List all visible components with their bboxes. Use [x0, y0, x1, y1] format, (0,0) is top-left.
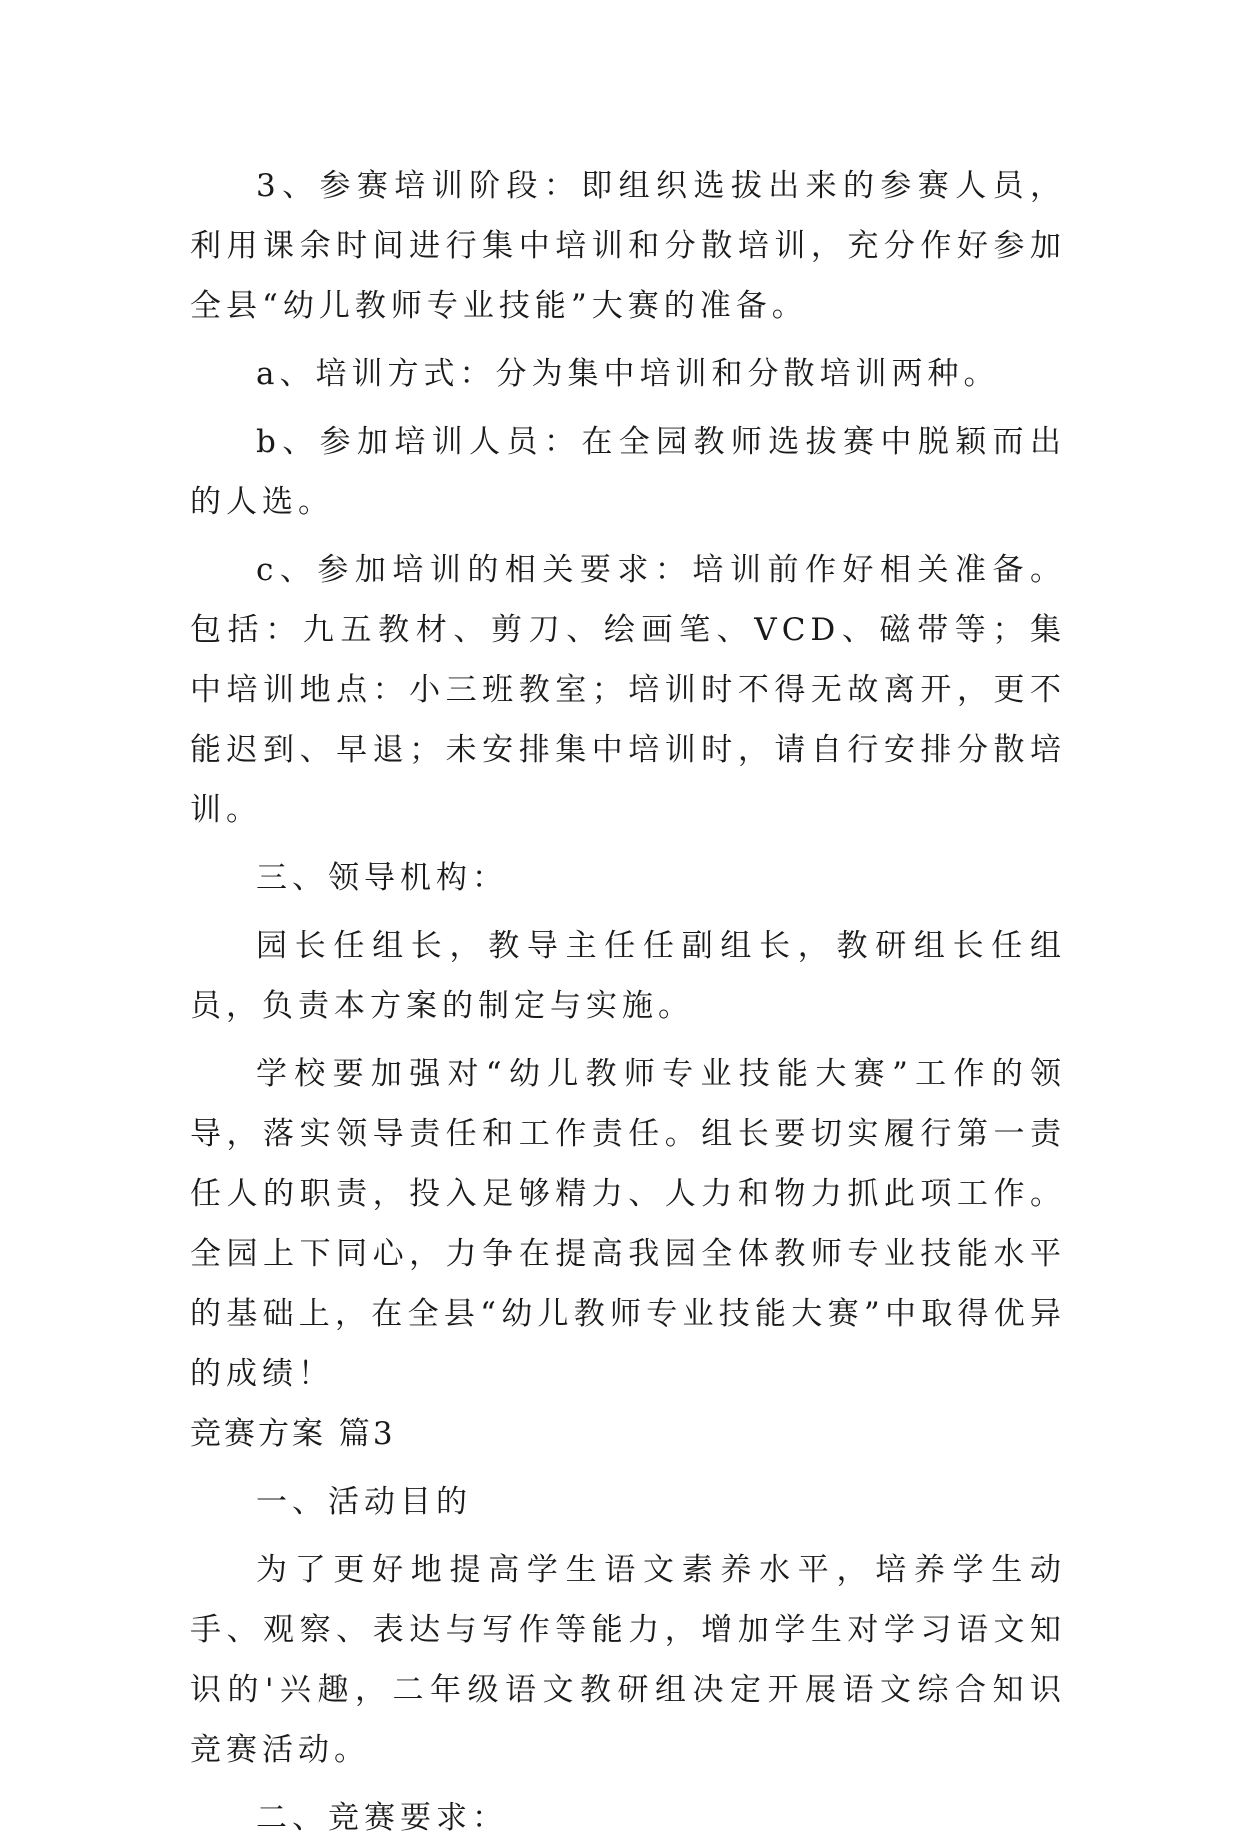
document-body [190, 156, 1066, 1848]
paragraph-train-people: b、参加培训人员：在全园教师选拔赛中脱颖而出的人选。 [190, 424, 1066, 520]
section-title: 竞赛方案 篇3 [190, 1416, 396, 1452]
paragraph-train-requirements: c、参加培训的相关要求：培训前作好相关准备。包括：九五教材、剪刀、绘画笔、VCD、磁带等；集中培训地点：小三班教室；培训时不得无故离开，更不能迟到、早退；未安排集中培训时，请自行安排分散培训。 [190, 552, 1066, 828]
leadership-heading: 三、领导机构： [256, 860, 508, 896]
purpose-heading: 一、活动目的 [256, 1484, 472, 1520]
paragraph-stage3: 3、参赛培训阶段：即组织选拔出来的参赛人员，利用课余时间进行集中培训和分散培训，充分作好参加全县“幼儿教师专业技能”大赛的准备。 [190, 168, 1066, 324]
paragraph-purpose-body: 为了更好地提高学生语文素养水平，培养学生动手、观察、表达与写作等能力，增加学生对学习语文知识的'兴趣，二年级语文教研组决定开展语文综合知识竞赛活动。 [190, 1552, 1066, 1768]
requirements-heading: 二、竞赛要求： [256, 1800, 508, 1836]
paragraph-leadership-duty: 学校要加强对“幼儿教师专业技能大赛”工作的领导，落实领导责任和工作责任。组长要切实履行第一责任人的职责，投入足够精力、人力和物力抓此项工作。全园上下同心，力争在提高我园全体教师专业技能水平的基础上，在全县“幼儿教师专业技能大赛”中取得优异的成绩！ [190, 1056, 1066, 1392]
paragraph-leadership-body: 园长任组长，教导主任任副组长，教研组长任组员，负责本方案的制定与实施。 [190, 928, 1066, 1024]
paragraph-train-mode: a、培训方式：分为集中培训和分散培训两种。 [256, 356, 1000, 392]
